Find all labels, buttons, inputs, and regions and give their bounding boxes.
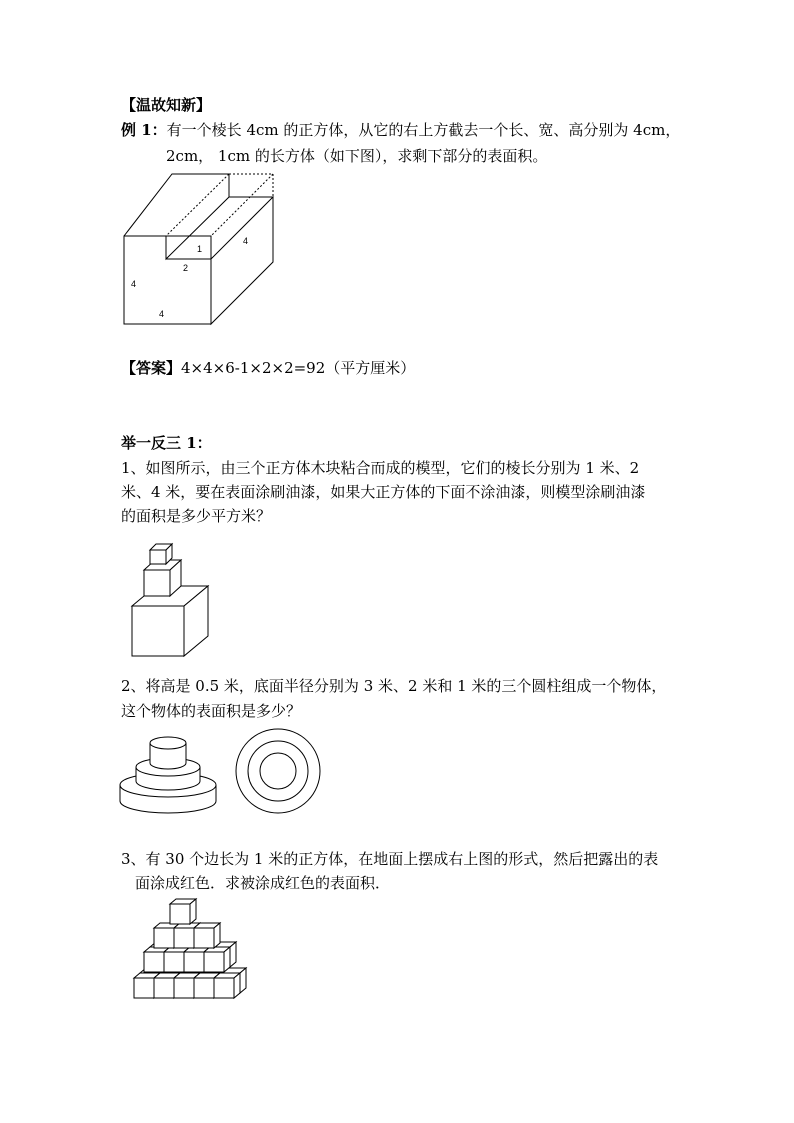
q3-line-2: 面涂成红色．求被涂成红色的表面积． [135,874,391,892]
q1-line-3: 的面积是多少平方米？ [121,507,272,525]
pyramid-cube [214,973,240,998]
practice-heading: 举一反三 1： [121,434,212,452]
answer-label: 【答案】 [121,359,182,377]
q2-line-2: 这个物体的表面积是多少？ [121,702,302,720]
answer-text: 4×4×6-1×2×2=92（平方厘米） [181,359,416,377]
q1-line-2: 米、4 米，要在表面涂刷油漆，如果大正方体的下面不涂油漆，则模型涂刷油漆 [121,483,646,501]
example-1-line-1 [121,119,680,141]
label-cut-height: 1 [197,244,203,254]
answer-line [121,357,415,379]
section-heading-review: 【温故知新】 [121,96,212,114]
label-depth: 4 [243,236,249,246]
q1-line-1: 1、如图所示，由三个正方体木块粘合而成的模型，它们的棱长分别为 1 米、2 [121,459,640,477]
example-1-label: 例 1： [121,121,167,139]
q3-line-1: 3、有 30 个边长为 1 米的正方体，在地面上摆成右上图的形式，然后把露出的表 [121,850,659,868]
example-1-text-1: 有一个棱长 4cm 的正方体，从它的右上方截去一个长、宽、高分别为 4cm， [166,121,681,139]
label-bottom: 4 [159,309,165,319]
pyramid-cube [170,899,196,924]
stacked-cubes-figure [128,540,213,660]
label-height: 4 [131,279,137,289]
q2-line-1: 2、将高是 0.5 米，底面半径分别为 3 米、2 米和 1 米的三个圆柱组成一个物体， [121,677,667,695]
cut-cube-figure [118,166,283,331]
label-cut-width: 2 [183,263,189,273]
pyramid-cube [204,947,230,972]
example-1-line-2: 2cm， 1cm 的长方体（如下图），求剩下部分的表面积。 [166,147,548,165]
stacked-cylinders-figure [116,733,220,823]
pyramid-cube [194,923,220,948]
cylinders-top-view-figure [232,725,324,817]
cube-pyramid-figure [130,900,248,1004]
